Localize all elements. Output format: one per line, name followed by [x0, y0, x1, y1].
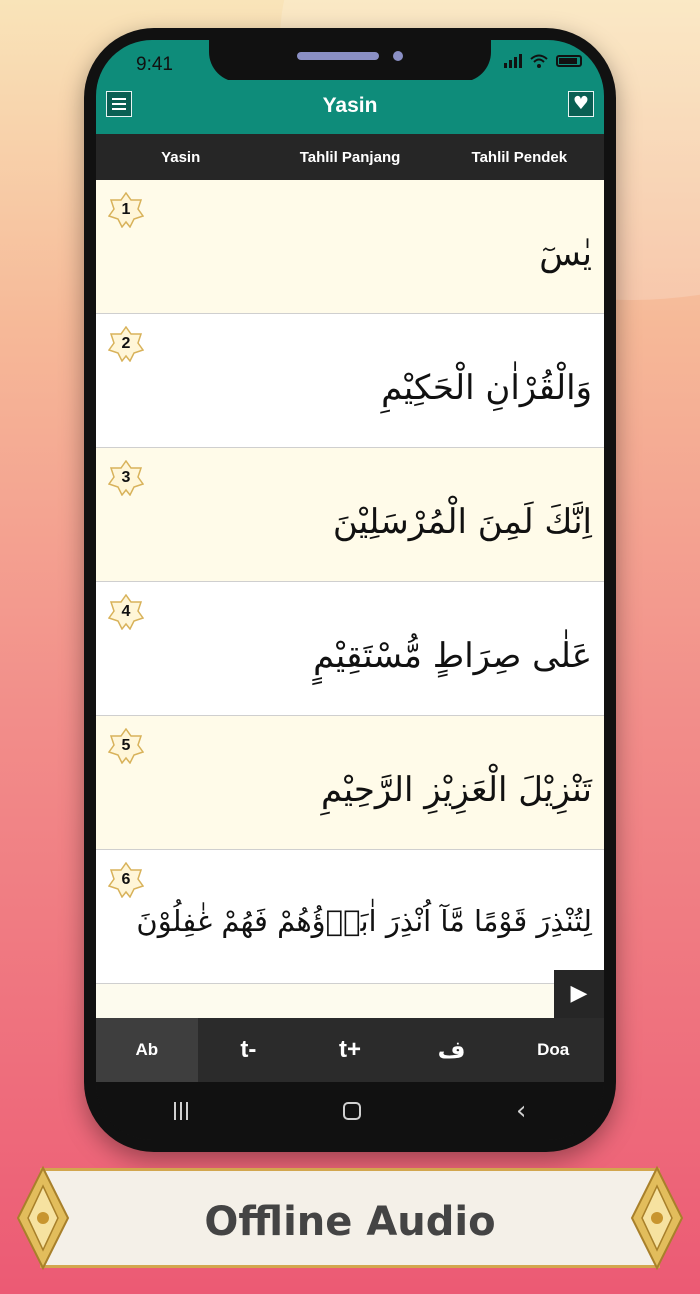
tab-yasin[interactable]: Yasin [161, 149, 201, 166]
verse-number: 5 [121, 737, 131, 754]
tab-bar [96, 134, 604, 180]
status-icons [504, 54, 582, 68]
verse-number-badge [108, 192, 144, 228]
arabic-verse-text: اِنَّكَ لَمِنَ الْمُرْسَلِيْنَ [332, 502, 592, 542]
verse-number-badge [108, 460, 144, 496]
app-bar [96, 80, 604, 134]
verse-row[interactable] [96, 314, 604, 448]
status-time: 9:41 [136, 54, 173, 75]
arabic-verse-text: لِتُنْذِرَ قَوْمًا مَّآ اُنْذِرَ اٰبَاۤؤُهُمْ فَهُمْ غٰفِلُوْنَ [136, 904, 592, 938]
verse-row[interactable] [96, 850, 604, 984]
signal-icon [504, 54, 522, 68]
banner-title: Offline Audio [204, 1199, 496, 1245]
feature-banner [20, 1162, 680, 1274]
favorite-button[interactable] [568, 91, 594, 117]
play-audio-button[interactable] [554, 970, 604, 1018]
back-icon[interactable]: ‹ [515, 1096, 527, 1126]
battery-icon [556, 55, 582, 67]
speaker-grille [297, 52, 379, 60]
play-icon: ▶ [570, 981, 588, 1006]
phone-screen [96, 40, 604, 1140]
system-nav-bar [96, 1082, 604, 1140]
status-bar [96, 40, 604, 80]
verse-number: 1 [121, 201, 131, 218]
latin-text-toggle-button[interactable]: Ab [96, 1018, 198, 1082]
verse-number: 4 [121, 603, 131, 620]
banner-plate [40, 1168, 660, 1268]
decrease-text-size-button[interactable]: t- [240, 1036, 257, 1063]
verse-number-badge [108, 862, 144, 898]
gold-ornament-icon [626, 1164, 688, 1272]
verse-list[interactable] [96, 180, 604, 1018]
recents-icon[interactable] [174, 1102, 188, 1120]
verse-number-badge [108, 594, 144, 630]
tab-tahlil-pendek[interactable]: Tahlil Pendek [471, 149, 568, 166]
bottom-toolbar [96, 1018, 604, 1082]
wifi-icon [530, 54, 548, 68]
verse-number: 6 [121, 871, 131, 888]
arabic-verse-text: تَنْزِيْلَ الْعَزِيْزِ الرَّحِيْمِ [321, 770, 592, 810]
verse-row[interactable] [96, 448, 604, 582]
arabic-verse-text: وَالْقُرْاٰنِ الْحَكِيْمِ [381, 368, 592, 408]
verse-row[interactable] [96, 582, 604, 716]
verse-row[interactable] [96, 716, 604, 850]
verse-number: 2 [121, 335, 131, 352]
tab-tahlil-panjang[interactable]: Tahlil Panjang [299, 149, 401, 166]
arabic-verse-text: يٰسٓ [539, 234, 592, 274]
home-icon[interactable] [343, 1102, 361, 1120]
verse-row[interactable] [96, 180, 604, 314]
camera-notch [209, 40, 491, 82]
verse-number: 3 [121, 469, 131, 486]
gold-ornament-icon [12, 1164, 74, 1272]
verse-number-badge [108, 326, 144, 362]
doa-button[interactable]: Doa [537, 1040, 570, 1059]
heart-icon: ♥ [572, 93, 590, 114]
increase-text-size-button[interactable]: t+ [338, 1036, 361, 1063]
arabic-verse-text: عَلٰى صِرَاطٍ مُّسْتَقِيْمٍ [313, 636, 592, 676]
front-camera [393, 51, 403, 61]
verse-number-badge [108, 728, 144, 764]
arabic-font-button[interactable]: ف [437, 1036, 466, 1064]
app-title: Yasin [322, 94, 378, 117]
